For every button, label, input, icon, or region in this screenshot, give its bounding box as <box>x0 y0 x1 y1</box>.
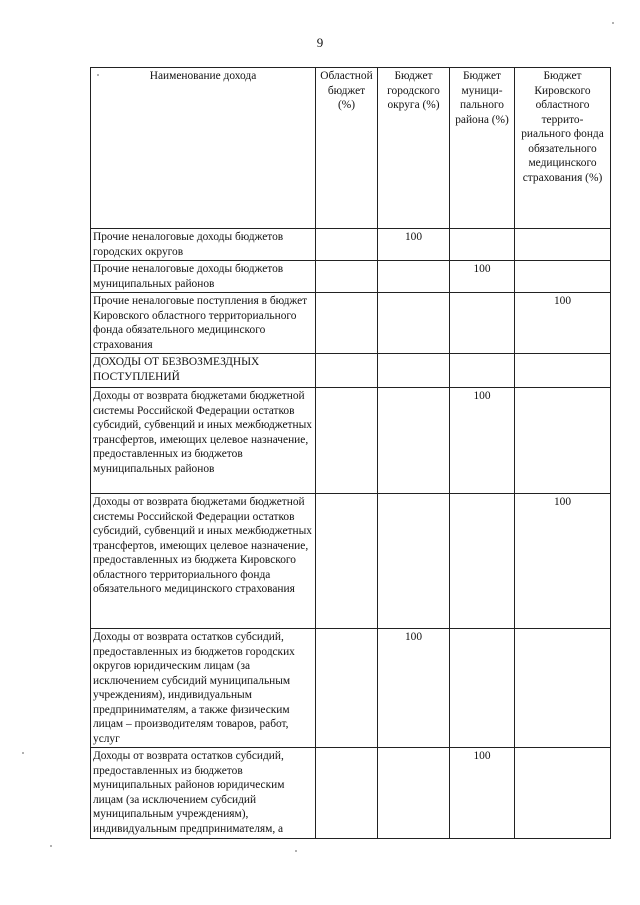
city-share: 100 <box>378 229 450 261</box>
municipal-share <box>450 354 515 388</box>
section-row <box>91 354 611 388</box>
scan-speck <box>295 850 297 852</box>
header-regional-budget: Областной бюджет (%) <box>316 68 378 229</box>
fund-share <box>515 354 611 388</box>
income-name: Доходы от возврата остатков субсидий, предоставленных из бюджетов городских округов юридическим лицам (за исключением субсидий муниципальным учреждениям), индивидуальным предпринимателям, а также физическим лицам – производителям товаров, работ, услуг <box>91 629 316 748</box>
city-share <box>378 354 450 388</box>
city-share <box>378 748 450 839</box>
regional-share <box>316 354 378 388</box>
fund-share <box>515 388 611 494</box>
city-share <box>378 293 450 354</box>
page-number: 9 <box>316 35 324 50</box>
header-income-name: Наименование дохода <box>91 68 316 229</box>
table-row <box>91 293 611 354</box>
scan-speck <box>50 845 52 847</box>
table-row <box>91 494 611 629</box>
regional-share <box>316 229 378 261</box>
income-name: Прочие неналоговые доходы бюджетов городских округов <box>91 229 316 261</box>
municipal-share: 100 <box>450 748 515 839</box>
fund-share <box>515 748 611 839</box>
table-row <box>91 229 611 261</box>
header-city-budget: Бюджет городского округа (%) <box>378 68 450 229</box>
income-name: Доходы от возврата остатков субсидий, предоставленных из бюджетов муниципальных районов юридическим лицам (за исключением субсидий муниципальным учреждениям), индивидуальным предпринимателям, а <box>91 748 316 839</box>
regional-share <box>316 748 378 839</box>
header-municipal-budget: Бюджет муници-пального района (%) <box>450 68 515 229</box>
income-distribution-table <box>90 67 611 839</box>
income-name: Доходы от возврата бюджетами бюджетной системы Российской Федерации остатков субсидий, субвенций и иных межбюджетных трансфертов, имеющих целевое назначение, предоставленных из бюджета Кировского областного территориального фонда обязательного медицинского страхования <box>91 494 316 629</box>
fund-share <box>515 229 611 261</box>
income-name: Прочие неналоговые поступления в бюджет Кировского областного территориального фонда обязательного медицинского страхования <box>91 293 316 354</box>
fund-share: 100 <box>515 494 611 629</box>
municipal-share <box>450 229 515 261</box>
income-name: Доходы от возврата бюджетами бюджетной системы Российской Федерации остатков субсидий, субвенций и иных межбюджетных трансфертов, имеющих целевое назначение, предоставленных из бюджетов муниципальных районов <box>91 388 316 494</box>
scan-speck <box>22 752 24 754</box>
city-share <box>378 261 450 293</box>
table-row <box>91 748 611 839</box>
section-title: ДОХОДЫ ОТ БЕЗВОЗМЕЗДНЫХ ПОСТУПЛЕНИЙ <box>91 354 316 388</box>
table-header-row <box>91 68 611 229</box>
city-share: 100 <box>378 629 450 748</box>
municipal-share: 100 <box>450 261 515 293</box>
municipal-share <box>450 629 515 748</box>
municipal-share <box>450 293 515 354</box>
table-row <box>91 629 611 748</box>
regional-share <box>316 388 378 494</box>
table-row <box>91 261 611 293</box>
municipal-share: 100 <box>450 388 515 494</box>
fund-share: 100 <box>515 293 611 354</box>
city-share <box>378 388 450 494</box>
regional-share <box>316 293 378 354</box>
scan-speck <box>612 22 614 24</box>
header-fund-budget: Бюджет Кировского областного террито-риального фонда обязательного медицинского страхования (%) <box>515 68 611 229</box>
fund-share <box>515 261 611 293</box>
city-share <box>378 494 450 629</box>
regional-share <box>316 494 378 629</box>
table-row <box>91 388 611 494</box>
scan-speck <box>97 74 99 76</box>
fund-share <box>515 629 611 748</box>
income-name: Прочие неналоговые доходы бюджетов муниципальных районов <box>91 261 316 293</box>
regional-share <box>316 629 378 748</box>
municipal-share <box>450 494 515 629</box>
regional-share <box>316 261 378 293</box>
